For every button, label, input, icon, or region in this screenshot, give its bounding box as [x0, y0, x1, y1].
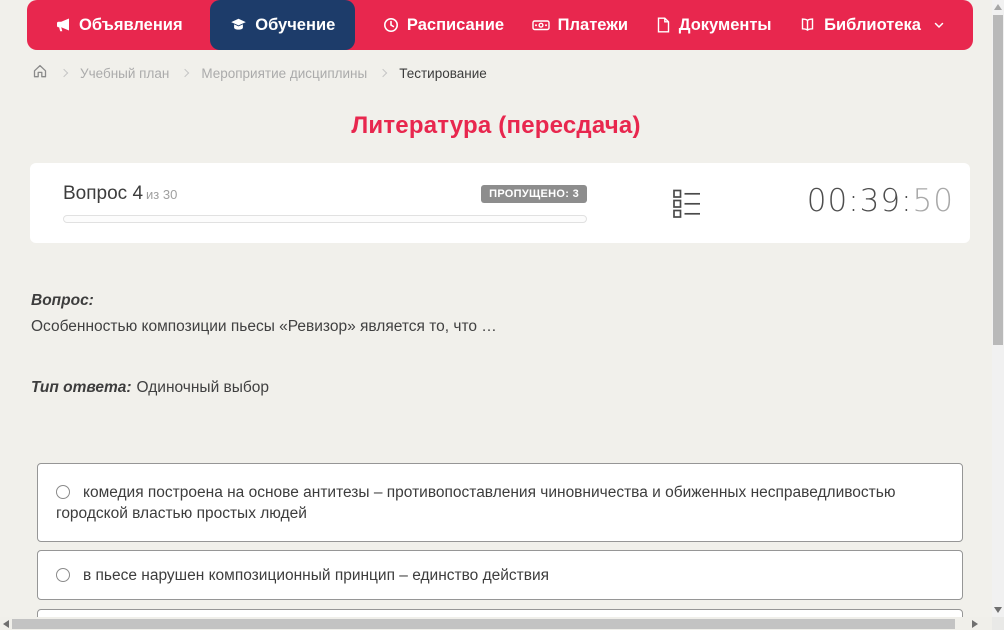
breadcrumb-discipline-event[interactable]: Мероприятие дисциплины [201, 65, 368, 81]
question-header-card [30, 163, 970, 243]
nav-item-label: Библиотека [824, 15, 921, 34]
question-text: Особенностью композиции пьесы «Ревизор» является то, что … [31, 318, 497, 335]
timer-hours-minutes: 00:39: [806, 183, 913, 219]
document-icon [656, 17, 671, 33]
scroll-right-icon[interactable] [972, 620, 978, 628]
answer-option-text: в пьесе нарушен композиционный принцип – единство действия [83, 567, 550, 584]
nav-item-label: Объявления [79, 15, 183, 34]
cash-icon [532, 17, 550, 33]
book-icon [799, 17, 816, 33]
clock-icon [383, 17, 399, 33]
answer-options [37, 463, 963, 630]
nav-item-documents[interactable] [656, 0, 772, 50]
nav-item-label: Платежи [557, 15, 629, 34]
answer-option-2[interactable] [37, 550, 963, 600]
nav-item-announcements[interactable] [55, 0, 183, 50]
scroll-up-icon[interactable] [994, 4, 1002, 10]
breadcrumb-curriculum[interactable]: Учебный план [80, 65, 170, 81]
answer-type-label: Тип ответа: [31, 379, 132, 396]
progress-bar [63, 215, 587, 223]
nav-item-label: Расписание [406, 15, 505, 34]
horizontal-scrollbar-thumb[interactable] [12, 619, 955, 629]
question-number-label: Вопрос 4 [63, 183, 144, 204]
question-number [63, 183, 177, 205]
answer-option-text: комедия построена на основе антитезы – противопоставления чиновничества и обиженных несправедливостью городской властью простых людей [56, 484, 896, 522]
breadcrumb [32, 63, 487, 83]
scrollbar-corner [992, 617, 1004, 630]
main-nav [27, 0, 973, 50]
scroll-left-icon[interactable] [3, 620, 9, 628]
vertical-scrollbar[interactable] [992, 0, 1004, 617]
home-icon[interactable] [32, 63, 48, 82]
nav-item-learning[interactable] [210, 0, 355, 50]
nav-item-schedule[interactable] [383, 0, 504, 50]
answer-option-1[interactable] [37, 463, 963, 542]
graduation-cap-icon [230, 17, 247, 33]
breadcrumb-separator-icon [60, 68, 68, 76]
nav-item-library[interactable] [799, 0, 945, 50]
radio-icon[interactable] [56, 485, 70, 499]
breadcrumb-separator-icon [181, 68, 189, 76]
nav-item-payments[interactable] [532, 0, 628, 50]
nav-item-label: Документы [678, 15, 772, 34]
timer [807, 183, 954, 219]
timer-seconds: 50 [912, 183, 954, 219]
breadcrumb-separator-icon [379, 68, 387, 76]
answer-type [31, 379, 269, 397]
vertical-scrollbar-thumb[interactable] [993, 15, 1003, 345]
page-title: Литература (пересдача) [351, 112, 641, 139]
question-of-label: из 30 [146, 187, 178, 202]
skipped-badge: ПРОПУЩЕНО: 3 [481, 185, 587, 203]
scroll-down-icon[interactable] [994, 607, 1002, 613]
chevron-down-icon [933, 19, 945, 31]
breadcrumb-testing: Тестирование [399, 65, 487, 81]
question-label: Вопрос: [31, 292, 94, 309]
megaphone-icon [55, 17, 71, 33]
nav-item-label: Обучение [255, 15, 336, 34]
question-list-icon[interactable] [673, 189, 701, 222]
radio-icon[interactable] [56, 568, 70, 582]
horizontal-scrollbar[interactable] [0, 617, 992, 630]
answer-type-value: Одиночный выбор [136, 379, 270, 396]
